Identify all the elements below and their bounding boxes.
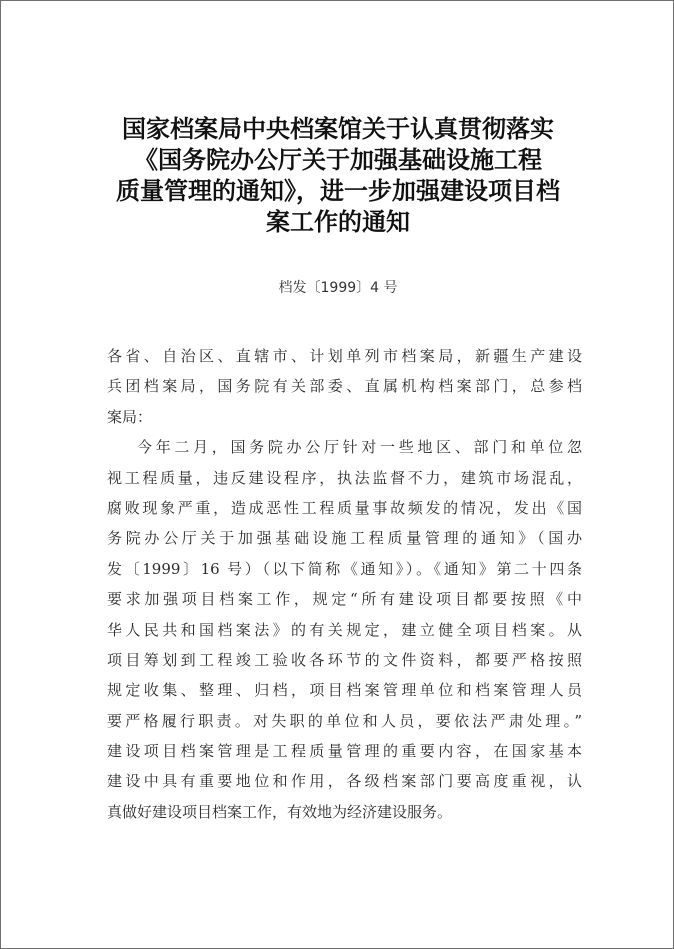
body-line: 要严格履行职责。对失职的单位和人员，要依法严肃处理。”: [107, 711, 582, 730]
title-line: 国家档案局中央档案馆关于认真贯彻落实: [122, 115, 554, 143]
body-line: 项目筹划到工程竣工验收各环节的文件资料，都要严格按照: [107, 650, 582, 669]
document-body: [107, 341, 582, 827]
body-line: 视工程质量，违反建设程序，执法监督不力，建筑市场混乱，: [107, 468, 582, 487]
title-line: 质量管理的通知》，进一步加强建设项目档: [116, 177, 560, 205]
title-line: 案工作的通知: [266, 208, 410, 236]
body-line: 各省、自治区、直辖市、计划单列市档案局，新疆生产建设: [107, 347, 582, 365]
body-line: 发〔1999〕16 号）（以下简称《通知》）。《通知》第二十四条: [107, 559, 582, 578]
document-number: 档发〔1999〕4 号: [278, 280, 398, 296]
body-line: 真做好建设项目档案工作，有效地为经济建设服务。: [107, 802, 453, 821]
body-line: 兵团档案局，国务院有关部委、直属机构档案部门，总参档: [107, 377, 582, 396]
body-line: 案局：: [107, 407, 153, 426]
addressee: [107, 341, 582, 432]
body-line: 要求加强项目档案工作，规定“所有建设项目都要按照《中: [107, 590, 582, 609]
body-line: 规定收集、整理、归档，项目档案管理单位和档案管理人员: [107, 681, 582, 700]
body-line: 腐败现象严重，造成恶性工程质量事故频发的情况，发出《国: [107, 498, 582, 517]
body-line: 华人民共和国档案法》的有关规定，建立健全项目档案。从: [107, 620, 582, 639]
main-paragraph: [107, 432, 582, 827]
body-line: 今年二月，国务院办公厅针对一些地区、部门和单位忽: [137, 438, 582, 457]
body-line: 建设中具有重要地位和作用，各级档案部门要高度重视，认: [107, 772, 582, 791]
body-line: 务院办公厅关于加强基础设施工程质量管理的通知》（国办: [107, 529, 582, 548]
body-line: 建设项目档案管理是工程质量管理的重要内容，在国家基本: [107, 742, 582, 761]
title-line: 《国务院办公厅关于加强基础设施工程: [134, 146, 542, 174]
document-title: [61, 114, 615, 238]
